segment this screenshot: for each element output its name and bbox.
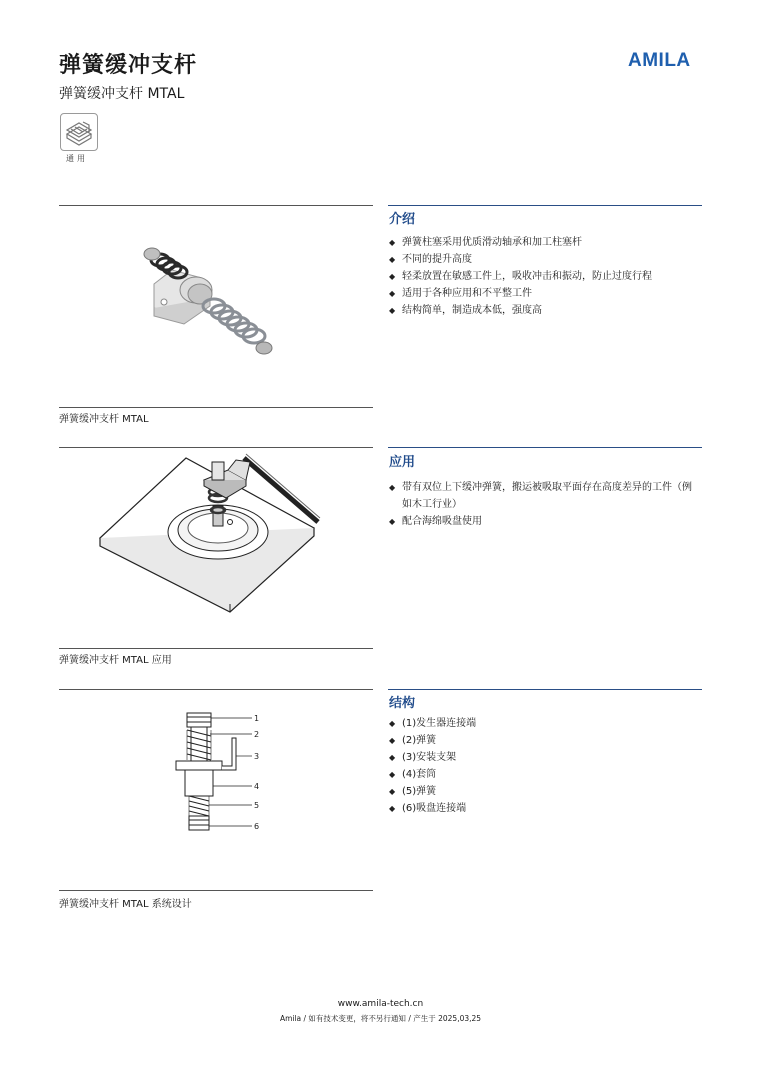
list-item: ◆ (3)安装支架: [389, 749, 699, 766]
list-item: ◆ 轻柔放置在敏感工件上，吸收冲击和振动，防止过度行程: [389, 268, 709, 285]
section-heading-intro: 介绍: [389, 212, 416, 227]
intro-bullet-list: [389, 234, 709, 319]
structure-diagram: [170, 708, 270, 838]
diagram-label-6: 6: [254, 822, 260, 831]
list-item: ◆ 适用于各种应用和不平整工件: [389, 285, 709, 302]
diagram-label-3: 3: [254, 752, 260, 761]
list-item: ◆ 弹簧柱塞采用优质滑动轴承和加工柱塞杆: [389, 234, 709, 251]
list-item: ◆ (2)弹簧: [389, 732, 699, 749]
list-item: ◆ (6)吸盘连接端: [389, 800, 699, 817]
product-image: [130, 230, 280, 370]
diagram-label-5: 5: [254, 801, 260, 810]
list-item: ◆ (4)套筒: [389, 766, 699, 783]
divider: [59, 447, 373, 448]
list-item: ◆ 配合海绵吸盘使用: [389, 513, 699, 530]
divider: [59, 648, 373, 649]
application-image: [96, 452, 326, 617]
divider: [59, 407, 373, 408]
divider: [59, 890, 373, 891]
list-item: ◆ 带有双位上下缓冲弹簧，搬运被吸取平面存在高度差异的工件（例如木工行业）: [389, 479, 699, 513]
divider: [59, 689, 373, 690]
application-bullet-list: [389, 479, 699, 530]
divider: [388, 689, 702, 690]
list-item: ◆ 不同的提升高度: [389, 251, 709, 268]
diagram-label-4: 4: [254, 782, 260, 791]
diagram-label-1: 1: [254, 714, 260, 723]
page-title: 弹簧缓冲支杆: [59, 53, 198, 78]
divider: [59, 205, 373, 206]
list-item: ◆ (1)发生器连接端: [389, 715, 699, 732]
image-caption: 弹簧缓冲支杆 MTAL 系统设计: [59, 899, 192, 910]
footer-note: Amila / 如有技术变更，将不另行通知 / 产生于 2025,03,25: [279, 1014, 482, 1023]
divider: [388, 205, 702, 206]
structure-bullet-list: [389, 715, 699, 817]
image-caption: 弹簧缓冲支杆 MTAL 应用: [59, 655, 172, 666]
diagram-label-2: 2: [254, 730, 260, 739]
badge-label: 通用: [66, 154, 88, 163]
general-use-icon: [60, 113, 98, 151]
section-heading-application: 应用: [389, 455, 416, 470]
image-caption: 弹簧缓冲支杆 MTAL: [59, 414, 149, 425]
page-subtitle: 弹簧缓冲支杆 MTAL: [59, 86, 185, 102]
divider: [388, 447, 702, 448]
list-item: ◆ (5)弹簧: [389, 783, 699, 800]
amila-logo: AMILA: [628, 50, 691, 71]
footer-url[interactable]: www.amila-tech.cn: [337, 999, 424, 1009]
list-item: ◆ 结构简单，制造成本低，强度高: [389, 302, 709, 319]
section-heading-structure: 结构: [389, 696, 416, 711]
